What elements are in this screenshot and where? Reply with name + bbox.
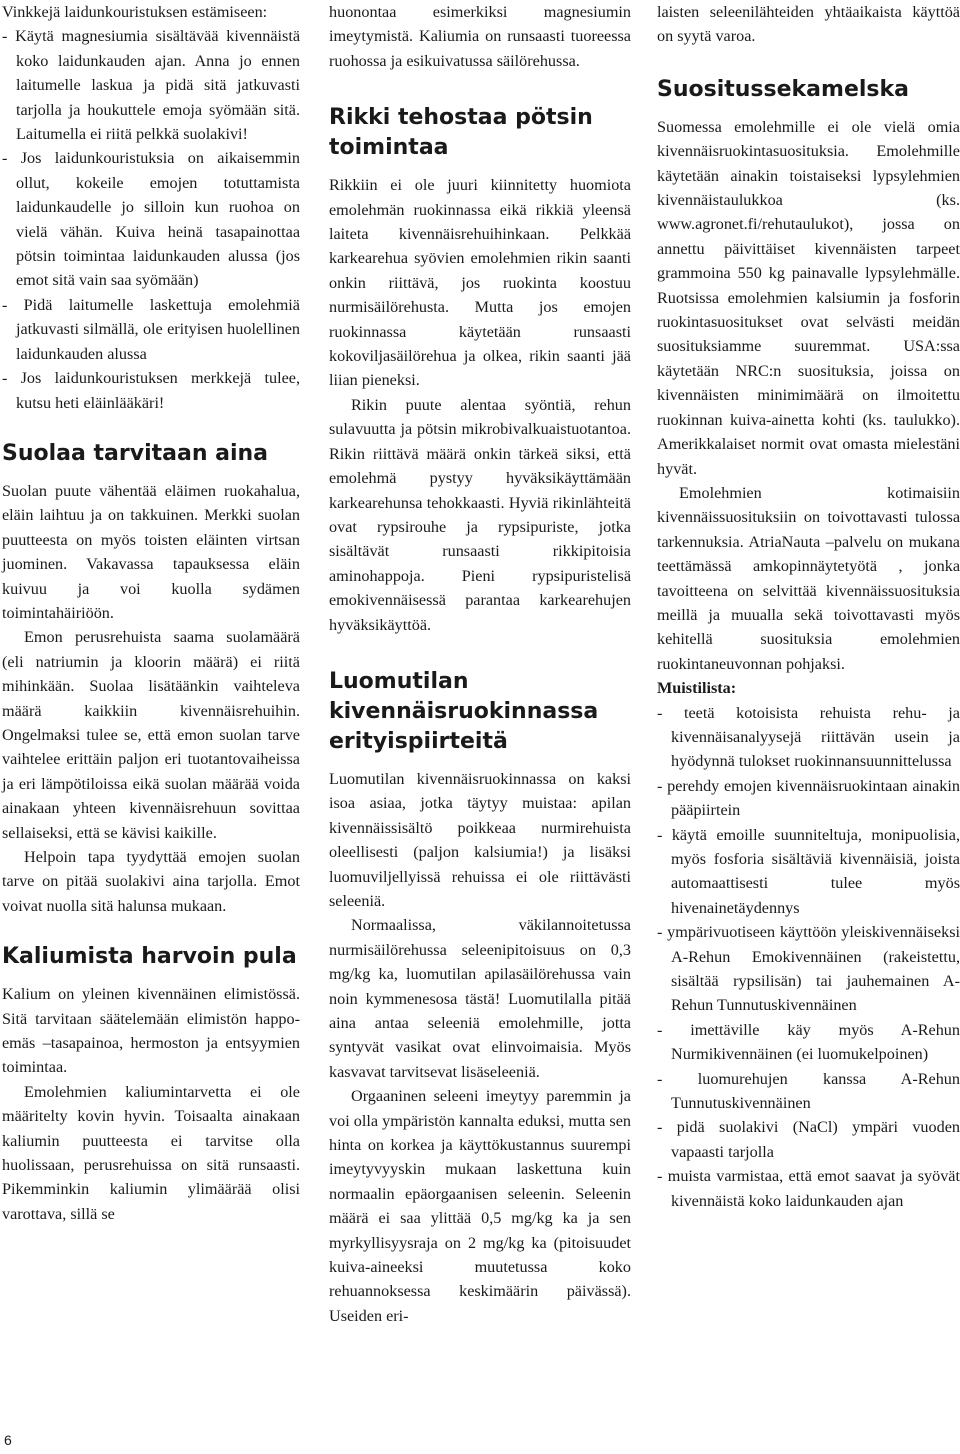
checklist-label: Muistilista:: [657, 679, 737, 698]
list-item: - perehdy emojen kivennäisruokintaan ainakin pääpiirtein: [657, 776, 960, 820]
checklist: [657, 701, 960, 1214]
paragraph-continued: huonontaa esimerkiksi magnesiumin imeytymistä. Kaliumia on runsaasti tuoreessa ruohossa ja esikuivatussa säilörehussa.: [329, 3, 631, 70]
column-middle: [329, 0, 631, 1328]
paragraph: Rikkiin ei ole juuri kiinnitetty huomiota emolehmän ruokinnassa eikä rikkiä yleensä laiteta kivennäisrehuihinkaan. Pelkkää karkearehua syövien emolehmien rikin saanti onkin riittävä, jos ruokinta koostuu nurmisäilörehusta. Mutta jos emojen ruokinnassa käytetään runsaasti kokoviljasäilörehua ja olkea, rikin saanti jää liian pieneksi.: [329, 176, 631, 390]
paragraph: Emolehmien kotimaisiin kivennäissuosituksiin on toivottavasti tulossa tarkennuksia. AtriaNauta –palvelu on mukana teettämässä amkopinnäytetyötä , jonka tavoitteena on selvittää kivennäissuosituksia meillä ja muualla sekä toivottavasti myös kehitellä suosituksia emolehmien ruokintaneuvonnan pohjaksi.: [657, 483, 960, 673]
list-item: - Jos laidunkouristuksen merkkejä tulee, kutsu heti eläinlääkäri!: [2, 369, 300, 412]
column-right: [657, 0, 960, 1213]
list-item: - Käytä magnesiumia sisältävää kivennäistä koko laidunkauden ajan. Anna jo ennen laitumelle laskua ja pidä sitä jatkuvasti tarjolla ja houkuttele emoja syömään sitä. Laitumella ei riitä pelkkä suolakivi!: [2, 27, 300, 144]
list-item: - muista varmistaa, että emot saavat ja syövät kivennäistä koko laidunkauden ajan: [657, 1167, 960, 1210]
paragraph: Rikin puute alentaa syöntiä, rehun sulavuutta ja pötsin mikrobivalkuaistuotantoa. Rikin riittävä määrä onkin tärkeä siksi, että emolehmä pystyy hyväksikäyttämään karkearehunsa tehokkaasti. Hyviä rikinlähteitä ovat rypsirouhe ja rypsipuriste, jotka sisältävät runsaasti rikkipitoisia aminohappoja. Pieni rypsipuristelisä emokivennäisessä parantaa karkearehujen hyväksikäyttöä.: [329, 395, 631, 634]
paragraph: Orgaaninen seleeni imeytyy paremmin ja voi olla ympäristön kannalta eduksi, mutta sen hinta on korkea ja käyttökustannus suurempi imeytyvyyskin mukaan laskettuna kuin normaalin epäorgaanisen seleenin. Seleenin määrä ei saa ylittää 0,5 mg/kg ka ja sen myrkyllisyysraja on 2 mg/kg ka (pitoisuudet kuiva-aineeksi muutetussa koko rehuannoksessa keskimäärin päivässä). Useiden eri-: [329, 1087, 631, 1325]
tips-list: [2, 24, 300, 415]
heading-rikki: Rikki tehostaa pötsin toimintaa: [329, 105, 593, 161]
paragraph: Luomutilan kivennäisruokinnassa on kaksi isoa asiaa, jotka täytyy muistaa: apilan kivennäissisältö poikkeaa nurmirehuista oleellisesti (paljon kalsiumia!) ja lisäksi luomuviljellyissä rehuissa ei ole riittävästi seleeniä.: [329, 769, 631, 910]
heading-luomu: Luomutilan kivennäisruokinnassa erityispiirteitä: [329, 668, 599, 754]
tips-intro: Vinkkejä laidunkouristuksen estämiseen:: [2, 3, 268, 21]
page-number: 6: [4, 1432, 12, 1448]
heading-suola: Suolaa tarvitaan aina: [2, 440, 269, 466]
paragraph: Suolan puute vähentää eläimen ruokahalua, eläin laihtuu ja on takkuinen. Merkki suolan puutteesta on myös toisten eläinten virtsan juominen. Vakavassa tapauksessa eläin kuivuu ja voi kuolla sydämen toimintahäiriöön.: [2, 481, 300, 622]
list-item: - teetä kotoisista rehuista rehu- ja kivennäisanalyysejä riittävän usein ja hyödynnä tulokset ruokinnansuunnittelussa: [657, 703, 960, 771]
list-item: - käytä emoille suunniteltuja, monipuolisia, myös fosforia sisältäviä kivennäisiä, joista automaattisesti tulee myös hivenainetäydennys: [657, 825, 960, 917]
list-item: - imettäville käy myös A-Rehun Nurmikivennäinen (ei luomukelpoinen): [657, 1020, 960, 1064]
list-item: - luomurehujen kanssa A-Rehun Tunnutuskivennäinen: [657, 1069, 960, 1113]
list-item: - pidä suolakivi (NaCl) ympäri vuoden vapaasti tarjolla: [657, 1118, 960, 1161]
paragraph: Suomessa emolehmille ei ole vielä omia kivennäisruokintasuosituksia. Emolehmille käytetään ainakin toistaiseksi lypsylehmien kivennäistaulukkoa (ks. www.agronet.fi/rehutaulukot), jossa on annettu päivittäiset kivennäisten tarpeet grammoina 550 kg painavalle lypsylehmälle. Ruotsissa emolehmien kalsiumin ja fosforin ruokintasuositukset ovat selvästi meidän suosituksiamme suuremmat. USA:ssa käytetään NRC:n suosituksia, joissa on kivennäisten minimimäärä on ilmoitettu ruokinnan kuiva-ainetta kohti (ks. taulukko). Amerikkalaiset normit ovat omasta mielestäni hyvät.: [657, 117, 960, 478]
paragraph: Emolehmien kaliumintarvetta ei ole määritelty kovin hyvin. Toisaalta ainakaan kaliumin puutteesta ei tarvitse olla huolissaan, perusrehuissa on sitä runsaasti. Pikemminkin kaliumin ylimäärää olisi varottava, sillä se: [2, 1082, 300, 1223]
paragraph: Normaalissa, väkilannoitetussa nurmisäilörehussa seleenipitoisuus on 0,3 mg/kg ka, luomutilan apilasäilörehussa vain noin kymmenesosa tästä! Luomutilalla pitää aina antaa seleeniä emolehmille, jotta syntyvät vasikat ovat elinvoimaisia. Myös kasvavat tarvitsevat lisäseleeniä.: [329, 916, 631, 1081]
heading-suositus: Suositussekamelska: [657, 76, 909, 102]
list-item: - Pidä laitumelle laskettuja emolehmiä jatkuvasti silmällä, ole erityisen huolellinen laidunkauden alussa: [2, 295, 300, 363]
heading-kalium: Kaliumista harvoin pula: [2, 944, 297, 970]
column-left: [2, 0, 300, 1226]
list-item: - Jos laidunkouristuksia on aikaisemmin ollut, kokeile emojen totuttamista laidunkaudelle jo silloin kun ruohoa on vielä vähän. Kuiva heinä tasapainottaa pötsin toimintaa laidunkauden alussa (jos emot sitä vain saa syömään): [2, 149, 300, 290]
paragraph: Helpoin tapa tyydyttää emojen suolan tarve on pitää suolakivi aina tarjolla. Emot voivat nuolla sitä halunsa mukaan.: [2, 848, 300, 915]
list-item: - ympärivuotiseen käyttöön yleiskivennäiseksi A-Rehun Emokivennäinen (rakeistettu, sisältää rypsilisän) tai jauhemainen A-Rehun Tunnutuskivennäinen: [657, 923, 960, 1015]
paragraph-continued: laisten seleenilähteiden yhtäaikaista käyttöä on syytä varoa.: [657, 3, 960, 46]
paragraph: Emon perusrehuista saama suolamäärä (eli natriumin ja kloorin määrä) ei riitä mihinkään. Suolaa lisätäänkin vaihteleva määrä kaikkiin kivennäisrehuihin. Ongelmaksi tulee se, että emon suolan tarve vaihtelee erittäin paljon eri tuotantovaiheissa ja eri lämpötiloissa eikä suolan määrää voida ainakaan yhteen kivennäisrehuun sovittaa sellaiseksi, että se kävisi kaikille.: [2, 628, 300, 842]
paragraph: Kalium on yleinen kivennäinen elimistössä. Sitä tarvitaan säätelemään elimistön happo-emäs –tasapainoa, hermoston ja entsyymien toimintaa.: [2, 985, 300, 1077]
